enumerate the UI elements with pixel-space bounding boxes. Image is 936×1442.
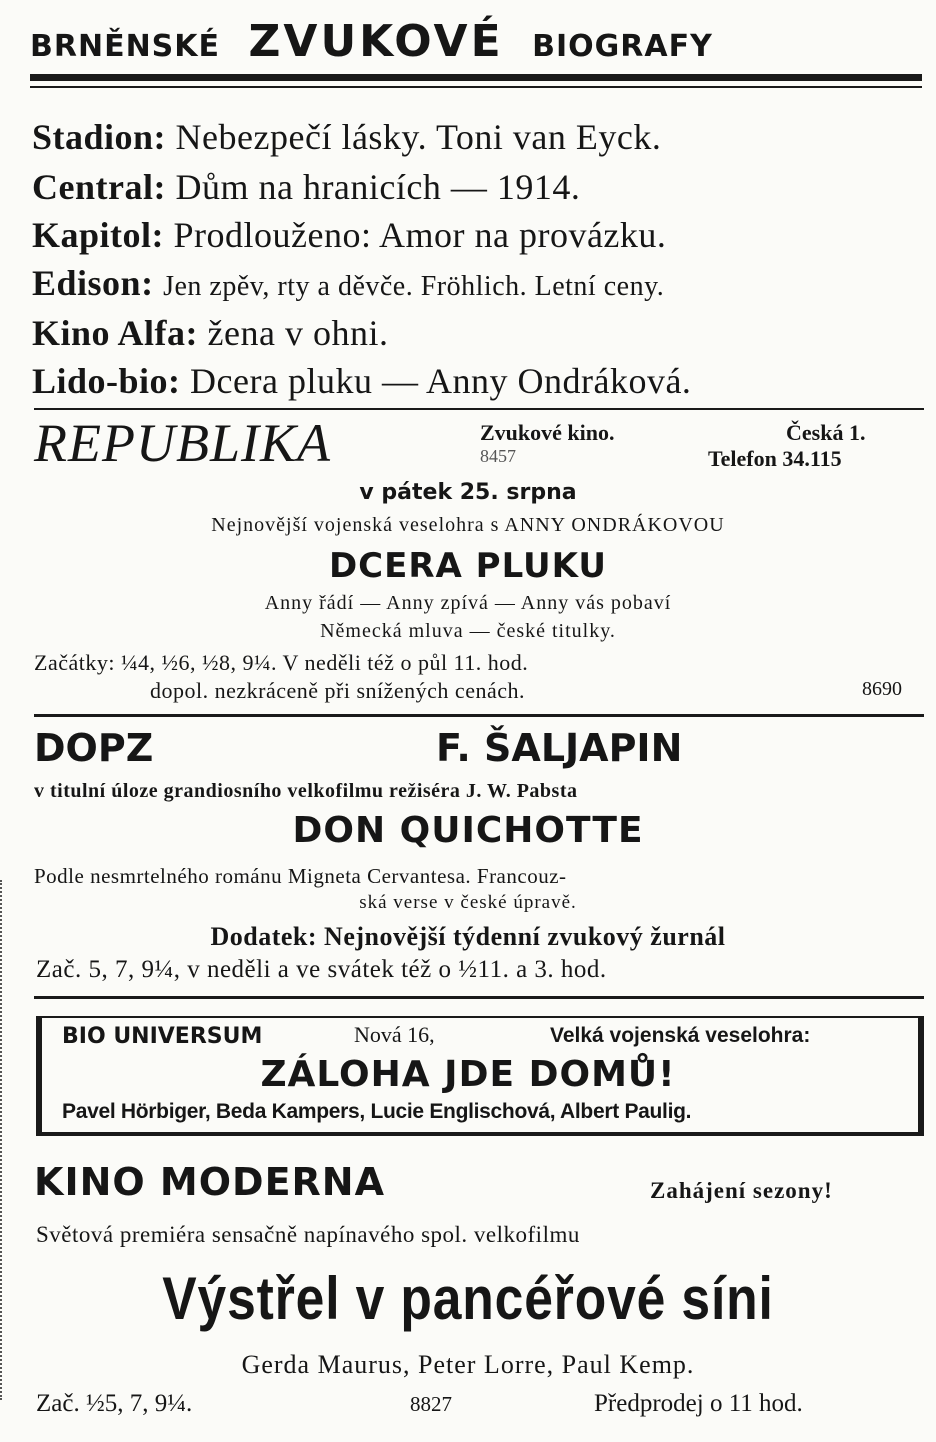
listing-alfa: Kino Alfa: žena v ohni. (32, 313, 389, 353)
listing-lido: Lido-bio: Dcera pluku — Anny Ondráková. (32, 361, 692, 401)
universum-cast: Pavel Hörbiger, Beda Kampers, Lucie Englischová, Albert Paulig. (62, 1100, 692, 1123)
dopz-line-3: ská verse v české úpravě. (359, 892, 577, 913)
moderna-film: Výstřel v pancéřové síni (162, 1265, 774, 1332)
moderna-intro: Světová premiéra sensačně napínavého spol. velkofilmu (36, 1222, 580, 1247)
dopz-line-1: v titulní úloze grandiosního velkofilmu režiséra J. W. Pabsta (34, 780, 578, 802)
dopz-line-4: Dodatek: Nejnovější týdenní zvukový žurnál (210, 922, 726, 951)
listing-kapitol: Kapitol: Prodlouženo: Amor na provázku. (32, 215, 667, 255)
page-header (30, 16, 713, 67)
divider-2 (34, 714, 924, 717)
republika-line-2: Německá mluva — české titulky. (320, 620, 616, 642)
moderna-times: Zač. ½5, 7, 9¼. (36, 1390, 193, 1417)
republika-date: v pátek 25. srpna (359, 480, 577, 505)
dopz-line-5: Zač. 5, 7, 9¼, v neděli a ve svátek též o ½11. a 3. hod. (36, 956, 607, 983)
republika-ad-number: 8690 (862, 678, 902, 700)
moderna-cast: Gerda Maurus, Peter Lorre, Paul Kemp. (241, 1350, 695, 1379)
republika-intro: Nejnovější vojenská veselohra s ANNY ONDRÁKOVOU (211, 514, 725, 536)
republika-kind: Zvukové kino. (480, 420, 615, 445)
dopz-name: DOPZ (34, 726, 154, 770)
republika-times-2: dopol. nezkráceně při snížených cenách. (150, 678, 525, 703)
republika-code: 8457 (480, 446, 516, 466)
universum-film: ZÁLOHA JDE DOMŮ! (260, 1054, 676, 1095)
moderna-opening: Zahájení sezony! (650, 1178, 833, 1203)
dopz-star: F. ŠALJAPIN (436, 726, 683, 770)
republika-title: REPUBLIKA (34, 413, 331, 473)
moderna-presale: Předprodej o 11 hod. (594, 1390, 803, 1417)
republika-times-1: Začátky: ¼4, ½6, ½8, 9¼. V neděli též o půl 11. hod. (34, 650, 529, 675)
header-word-2: ZVUKOVÉ (248, 16, 504, 67)
divider-3 (34, 996, 924, 999)
universum-address: Nová 16, (354, 1022, 435, 1047)
republika-phone: Telefon 34.115 (708, 446, 842, 471)
republika-line-1: Anny řádí — Anny zpívá — Anny vás pobaví (264, 592, 672, 614)
universum-name: BIO UNIVERSUM (62, 1024, 263, 1049)
listing-edison: Edison: Jen zpěv, rty a děvče. Fröhlich. Letní ceny. (32, 263, 665, 303)
republika-film: DCERA PLUKU (328, 546, 608, 586)
divider-1 (34, 408, 924, 410)
header-rule-thin (30, 86, 922, 88)
header-word-1: BRNĚNSKÉ (30, 29, 221, 64)
republika-address: Česká 1. (786, 420, 866, 445)
header-word-3: BIOGRAFY (532, 29, 713, 64)
moderna-ad-number: 8827 (410, 1392, 452, 1416)
page-edge-dots (0, 880, 6, 1400)
dopz-line-2: Podle nesmrtelného románu Migneta Cervantesa. Francouz- (34, 864, 567, 888)
universum-genre: Velká vojenská veselohra: (550, 1024, 811, 1047)
moderna-name: KINO MODERNA (34, 1160, 386, 1204)
listing-central: Central: Dům na hranicích — 1914. (32, 167, 581, 207)
listing-stadion: Stadion: Nebezpečí lásky. Toni van Eyck. (32, 117, 662, 157)
header-rule (30, 74, 922, 81)
dopz-film: DON QUICHOTTE (292, 810, 644, 851)
